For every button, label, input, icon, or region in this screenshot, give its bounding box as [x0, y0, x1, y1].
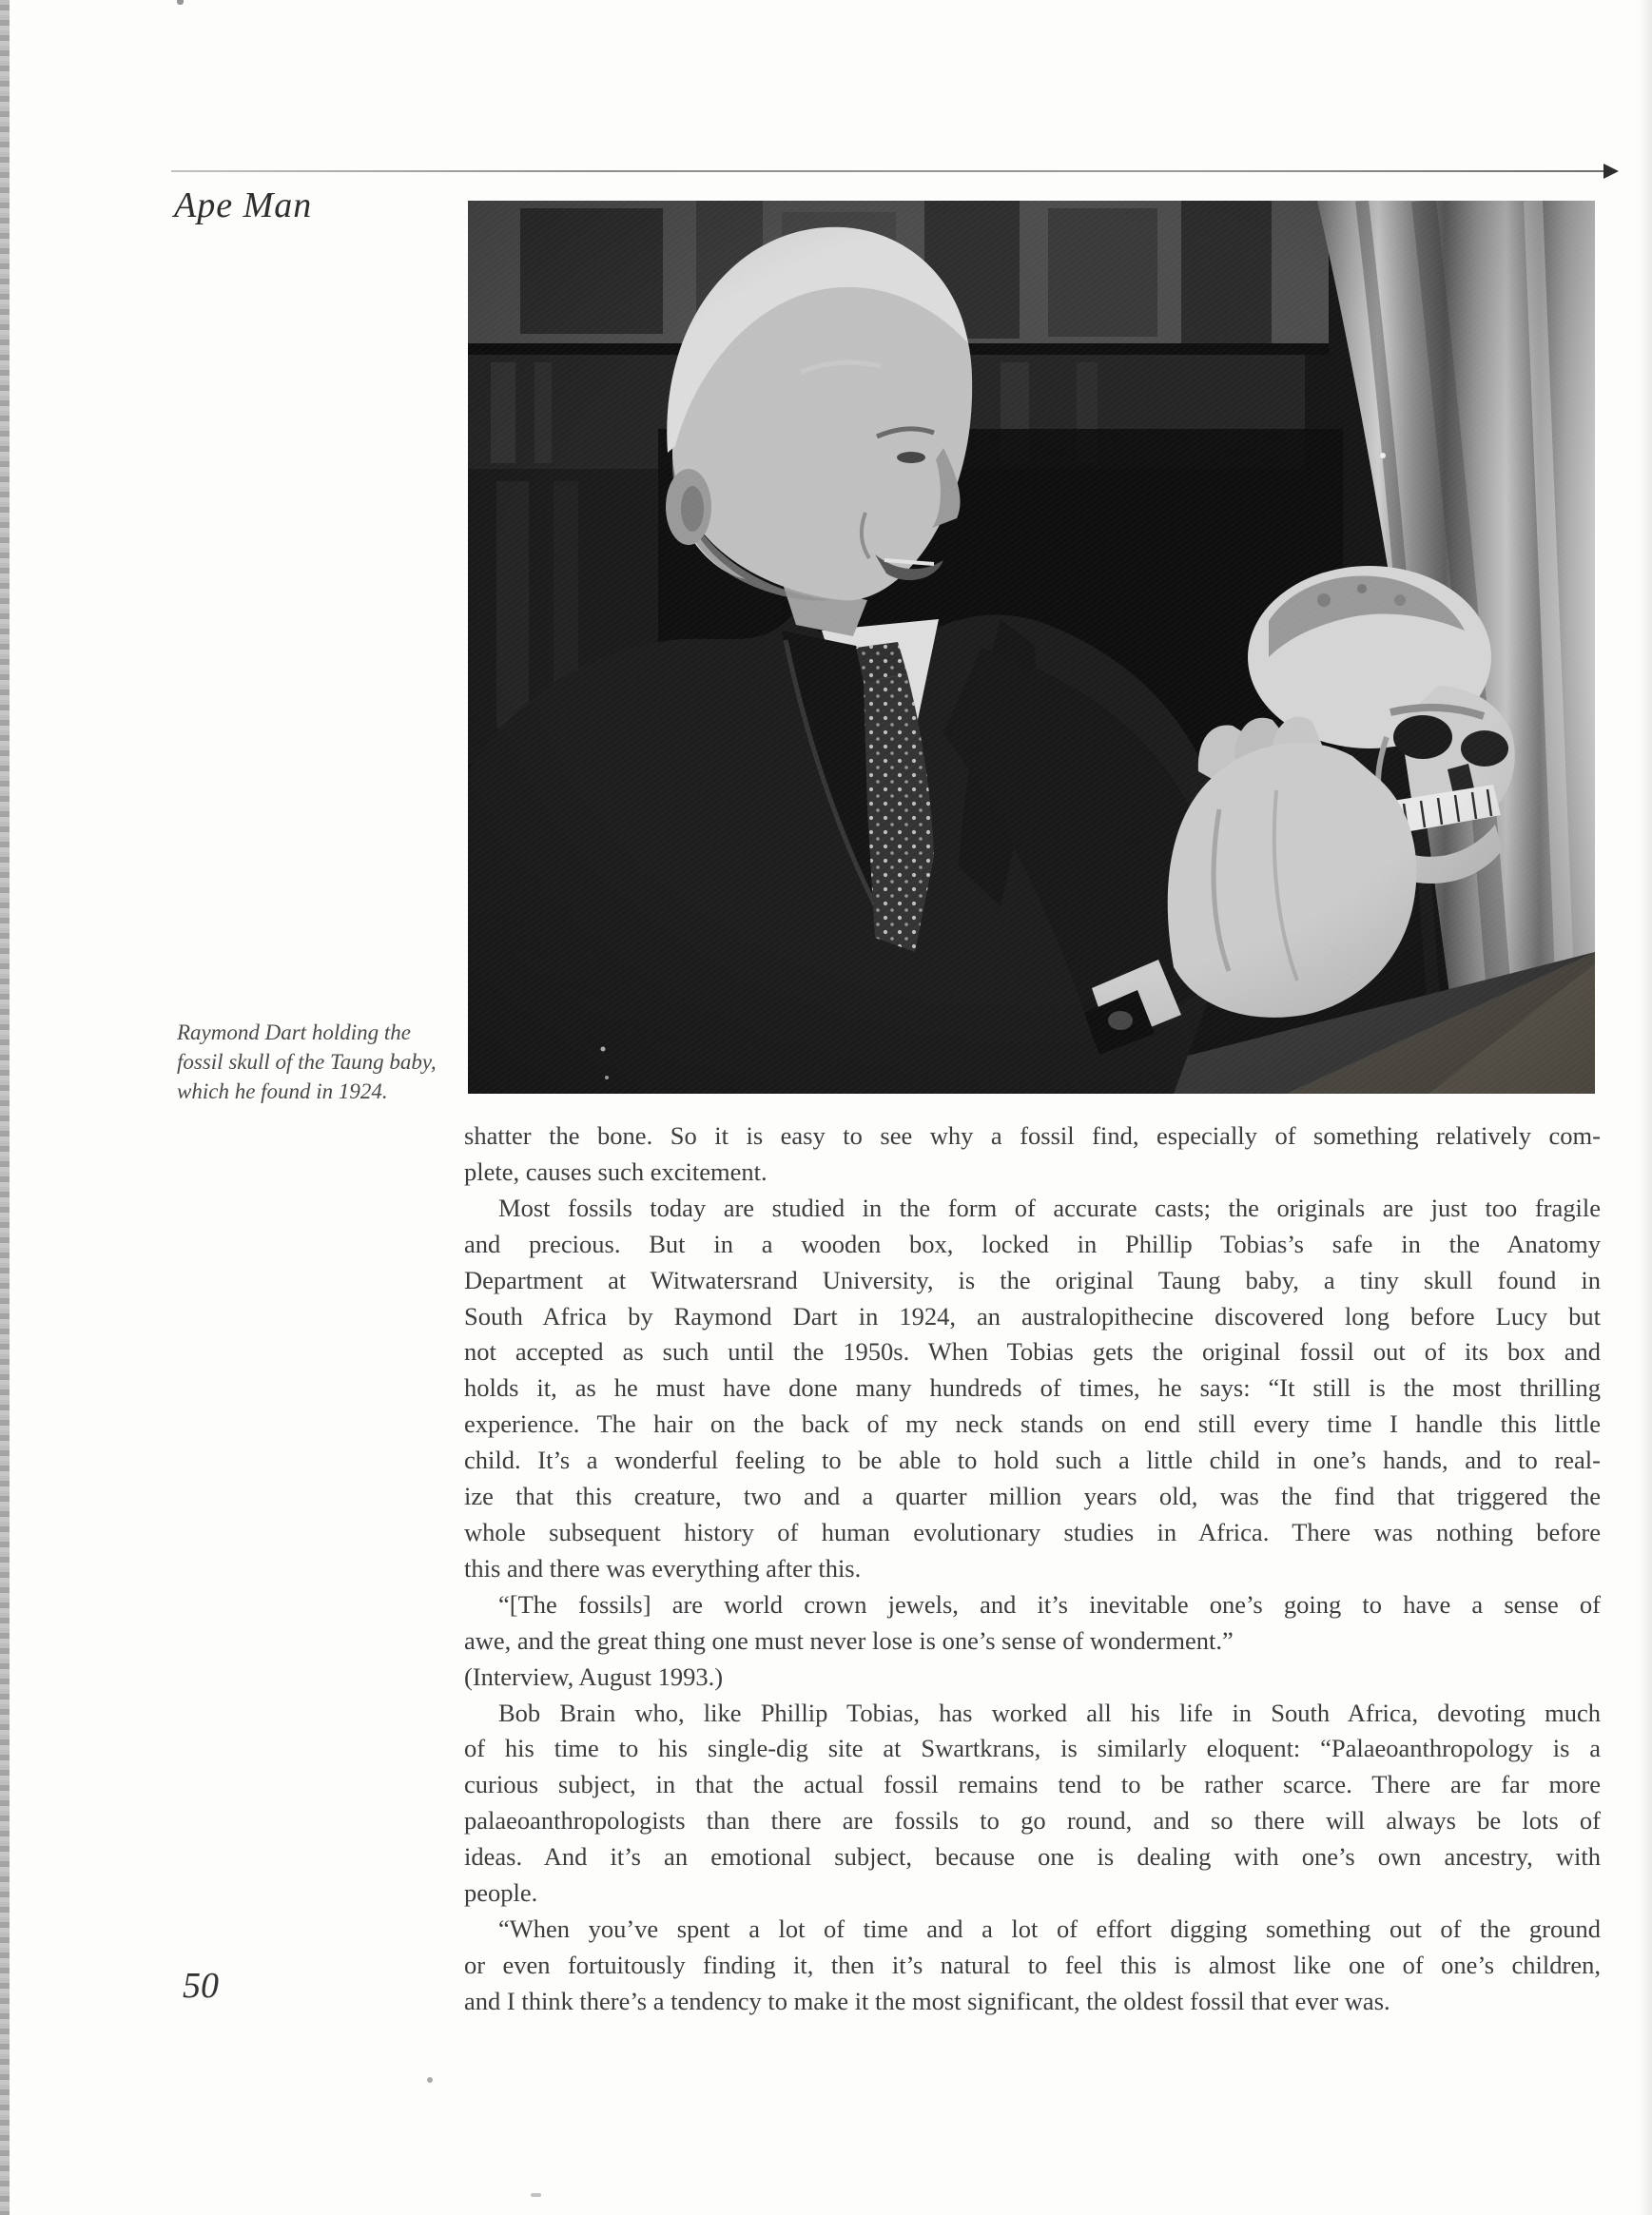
- photo-illustration: [468, 201, 1595, 1094]
- text-line: South Africa by Raymond Dart in 1924, an australopithecine discovered long before Lucy but: [464, 1301, 1601, 1331]
- text-line: or even fortuitously finding it, then it’s natural to feel this is almost like one of one’s children,: [464, 1950, 1601, 1979]
- text-line: Department at Witwatersrand University, is the original Taung baby, a tiny skull found in: [464, 1265, 1601, 1294]
- text-line: awe, and the great thing one must never lose is one’s sense of wonderment.”: [464, 1625, 1234, 1655]
- text-line: of his time to his single-dig site at Swartkrans, is similarly eloquent: “Palaeoanthropology is a: [464, 1734, 1601, 1763]
- text-line: child. It’s a wonderful feeling to be able to hold such a little child in one’s hands, and to real-: [464, 1446, 1601, 1475]
- scan-speck: [177, 0, 184, 5]
- text-line: Most fossils today are studied in the form of accurate casts; the originals are just too fragile: [498, 1193, 1601, 1222]
- text-line: shatter the bone. So it is easy to see why a fossil find, especially of something relatively com-: [464, 1121, 1601, 1150]
- text-line: whole subsequent history of human evolutionary studies in Africa. There was nothing before: [464, 1517, 1601, 1546]
- text-line: “When you’ve spent a lot of time and a lot of effort digging something out of the ground: [498, 1914, 1601, 1943]
- text-line: plete, causes such excitement.: [464, 1156, 768, 1186]
- text-line: ize that this creature, two and a quarter million years old, was the find that triggered the: [464, 1482, 1601, 1511]
- text-line: Bob Brain who, like Phillip Tobias, has worked all his life in South Africa, devoting much: [498, 1698, 1601, 1727]
- page-number: 50: [183, 1966, 219, 2006]
- page-title: Ape Man: [174, 185, 313, 225]
- arrow-right-icon: [1603, 164, 1619, 179]
- text-line: holds it, as he must have done many hundreds of times, he says: “It still is the most thrilling: [464, 1373, 1601, 1403]
- photo-caption: [177, 1018, 481, 1106]
- scan-speck: [427, 2077, 433, 2083]
- photo-raymond-dart: [468, 201, 1595, 1094]
- caption-line: Raymond Dart holding the: [177, 1020, 411, 1044]
- text-line: palaeoanthropologists than there are fossils to go round, and so there will always be lots of: [464, 1806, 1601, 1836]
- header-rule: [171, 170, 1603, 172]
- text-line: curious subject, in that the actual fossil remains tend to be rather scarce. There are far more: [464, 1770, 1601, 1799]
- text-line: “[The fossils] are world crown jewels, and it’s inevitable one’s going to have a sense of: [498, 1589, 1601, 1619]
- scan-edge-left: [0, 0, 10, 2215]
- text-line: not accepted as such until the 1950s. When Tobias gets the original fossil out of its box and: [464, 1337, 1601, 1367]
- text-line: experience. The hair on the back of my neck stands on end still every time I handle this little: [464, 1409, 1601, 1439]
- text-line: ideas. And it’s an emotional subject, because one is dealing with one’s own ancestry, with: [464, 1842, 1601, 1872]
- caption-line: fossil skull of the Taung baby,: [177, 1050, 437, 1074]
- text-line: people.: [464, 1878, 538, 1908]
- article: [464, 1118, 1601, 2020]
- scan-speck: [531, 2193, 541, 2197]
- caption-line: which he found in 1924.: [177, 1079, 388, 1103]
- text-line: (Interview, August 1993.): [464, 1661, 724, 1691]
- scan-edge-right: [1639, 0, 1652, 2215]
- text-line: this and there was everything after this.: [464, 1553, 862, 1583]
- text-line: and precious. But in a wooden box, locked in Phillip Tobias’s safe in the Anatomy: [464, 1229, 1601, 1258]
- text-line: and I think there’s a tendency to make it the most significant, the oldest fossil that ever was.: [464, 1986, 1390, 2015]
